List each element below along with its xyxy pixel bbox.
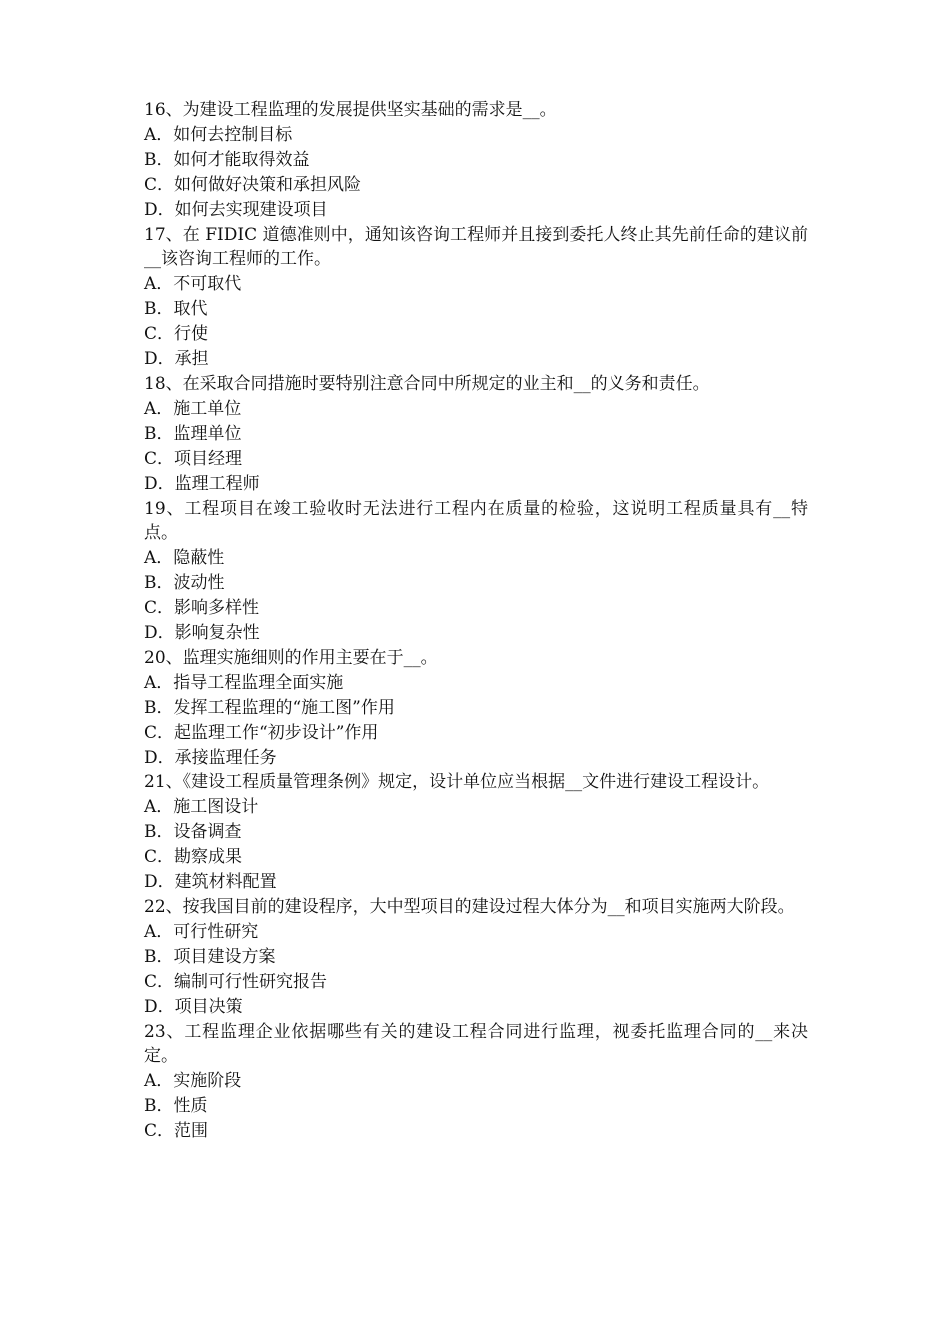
question-21-option-c: C．勘察成果	[144, 847, 243, 868]
question-20-option-c: C．起监理工作“初步设计”作用	[144, 722, 379, 743]
question-19-option-c: C．影响多样性	[144, 598, 260, 619]
question-21-stem: 21、《建设工程质量管理条例》规定，设计单位应当根据__文件进行建设工程设计。	[144, 772, 770, 793]
question-19-option-b: B．波动性	[144, 573, 225, 594]
question-16-option-a: A．如何去控制目标	[144, 124, 293, 145]
question-22-option-a: A．可行性研究	[144, 921, 259, 942]
question-20-option-d: D．承接监理任务	[144, 747, 277, 768]
question-21-option-b: B．设备调查	[144, 822, 242, 843]
question-23-option-b: B．性质	[144, 1096, 208, 1117]
question-17-option-a: A．不可取代	[144, 274, 242, 295]
question-17-stem: 17、在 FIDIC 道德准则中，通知该咨询工程师并且接到委托人终止其先前任命的建议前__该咨询工程师的工作。	[144, 224, 808, 270]
question-18-stem: 18、在采取合同措施时要特别注意合同中所规定的业主和__的义务和责任。	[144, 373, 710, 394]
question-20-option-a: A．指导工程监理全面实施	[144, 672, 344, 693]
question-22-option-b: B．项目建设方案	[144, 946, 276, 967]
question-18-option-c: C．项目经理	[144, 448, 243, 469]
question-20-stem: 20、监理实施细则的作用主要在于__。	[144, 647, 438, 668]
question-16-option-d: D．如何去实现建设项目	[144, 199, 328, 220]
question-16-stem: 16、为建设工程监理的发展提供坚实基础的需求是__。	[144, 100, 557, 120]
question-22-option-d: D．项目决策	[144, 996, 243, 1017]
question-18-option-b: B．监理单位	[144, 423, 242, 444]
question-16-option-b: B．如何才能取得效益	[144, 149, 310, 170]
question-22-option-c: C．编制可行性研究报告	[144, 971, 328, 992]
question-19-option-d: D．影响复杂性	[144, 623, 260, 644]
question-16-option-c: C．如何做好决策和承担风险	[144, 174, 362, 195]
question-17-option-c: C．行使	[144, 324, 209, 345]
question-list	[144, 98, 808, 1144]
question-18-option-a: A．施工单位	[144, 398, 242, 419]
question-22-stem: 22、按我国目前的建设程序，大中型项目的建设过程大体分为__和项目实施两大阶段。	[144, 897, 795, 917]
question-19-option-a: A．隐蔽性	[144, 548, 225, 569]
question-21-option-d: D．建筑材料配置	[144, 872, 277, 893]
question-17-option-d: D．承担	[144, 349, 209, 370]
question-23-option-c: C．范围	[144, 1121, 209, 1142]
question-19-stem: 19、工程项目在竣工验收时无法进行工程内在质量的检验，这说明工程质量具有__特点。	[144, 498, 808, 544]
question-23-stem: 23、工程监理企业依据哪些有关的建设工程合同进行监理，视委托监理合同的__来决定。	[144, 1021, 808, 1067]
question-23-option-a: A．实施阶段	[144, 1071, 242, 1092]
question-21-option-a: A．施工图设计	[144, 797, 259, 818]
question-18-option-d: D．监理工程师	[144, 473, 260, 494]
question-20-option-b: B．发挥工程监理的“施工图”作用	[144, 697, 395, 718]
question-17-option-b: B．取代	[144, 299, 208, 320]
